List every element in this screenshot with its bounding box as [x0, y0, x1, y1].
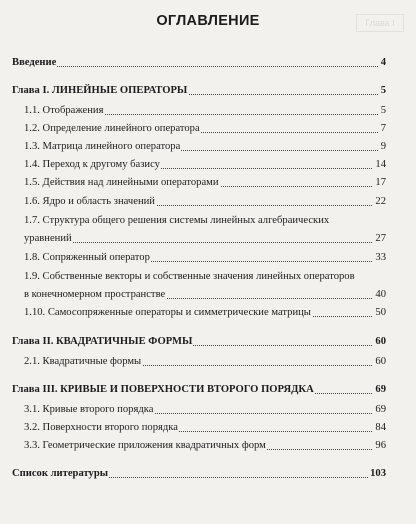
toc-entry-3-3 [24, 438, 386, 453]
entry-label: 1.5. Действия над линейными операторами [24, 177, 219, 188]
entry-label: Введение [12, 57, 57, 68]
toc-entry-1-9 [24, 269, 386, 284]
toc-entry-1-4 [24, 157, 386, 172]
toc-entry-1-1 [24, 103, 386, 118]
dot-leader [12, 66, 386, 67]
entry-label: Список литературы [12, 468, 109, 479]
toc-entry-2-1 [24, 354, 386, 369]
toc-entry-1-9-continued [24, 287, 386, 302]
dot-leader [24, 242, 386, 243]
entry-page: 17 [375, 177, 386, 188]
entry-page: 96 [375, 440, 386, 451]
entry-label: в конечномерном пространстве [24, 289, 166, 300]
entry-label: Глава III. КРИВЫЕ И ПОВЕРХНОСТИ ВТОРОГО ПОРЯДКА [12, 384, 314, 395]
entry-label: уравнений [24, 233, 72, 244]
entry-page: 27 [375, 233, 386, 244]
entry-label: 3.1. Кривые второго порядка [24, 404, 154, 415]
entry-page: 103 [370, 468, 386, 479]
entry-page: 40 [375, 289, 386, 300]
toc-entry-1-3 [24, 139, 386, 154]
entry-label: Глава I. ЛИНЕЙНЫЕ ОПЕРАТОРЫ [12, 85, 188, 96]
entry-page: 5 [380, 85, 386, 96]
bleed-through-header: Глава I [356, 14, 404, 32]
toc-entry-chapter-1 [12, 83, 386, 98]
toc-entry-1-6 [24, 194, 386, 209]
entry-label: 1.3. Матрица линейного оператора [24, 141, 181, 152]
toc-entry-1-8 [24, 250, 386, 265]
entry-label: 1.4. Переход к другому базису [24, 159, 160, 170]
toc-entry-1-7 [24, 213, 386, 228]
entry-page: 60 [375, 336, 386, 347]
entry-page: 9 [380, 141, 386, 152]
toc-entry-chapter-3 [12, 382, 386, 397]
toc-entry-chapter-2 [12, 334, 386, 349]
entry-label: 1.10. Самосопряженные операторы и симметрические матрицы [24, 307, 311, 318]
entry-label: 1.8. Сопряженный оператор [24, 252, 150, 263]
entry-page: 14 [375, 159, 386, 170]
entry-page: 22 [375, 196, 386, 207]
entry-page: 7 [380, 123, 386, 134]
entry-page: 50 [375, 307, 386, 318]
entry-label: 3.3. Геометрические приложения квадратичных форм [24, 440, 266, 451]
toc-entry-3-1 [24, 402, 386, 417]
page-title: ОГЛАВЛЕНИЕ [156, 13, 260, 29]
entry-label: 3.2. Поверхности второго порядка [24, 422, 178, 433]
toc-entry-introduction [12, 55, 386, 70]
entry-page: 84 [375, 422, 386, 433]
entry-page: 5 [380, 105, 386, 116]
entry-label: 1.2. Определение линейного оператора [24, 123, 200, 134]
entry-label: 1.6. Ядро и область значений [24, 196, 155, 207]
toc-entry-1-2 [24, 121, 386, 136]
entry-page: 33 [375, 252, 386, 263]
toc-entry-1-7-continued [24, 231, 386, 246]
toc-entry-1-5 [24, 175, 386, 190]
entry-page: 69 [375, 404, 386, 415]
entry-label: 2.1. Квадратичные формы [24, 356, 142, 367]
toc-entry-3-2 [24, 420, 386, 435]
toc-entry-bibliography [12, 466, 386, 481]
entry-label: 1.7. Структура общего решения системы линейных алгебраических [24, 215, 330, 226]
entry-label: Глава II. КВАДРАТИЧНЫЕ ФОРМЫ [12, 336, 193, 347]
entry-page: 60 [375, 356, 386, 367]
entry-page: 4 [380, 57, 386, 68]
toc-entry-1-10 [24, 305, 386, 320]
entry-label: 1.9. Собственные векторы и собственные значения линейных операторов [24, 271, 355, 282]
entry-label: 1.1. Отображения [24, 105, 104, 116]
entry-page: 69 [375, 384, 386, 395]
